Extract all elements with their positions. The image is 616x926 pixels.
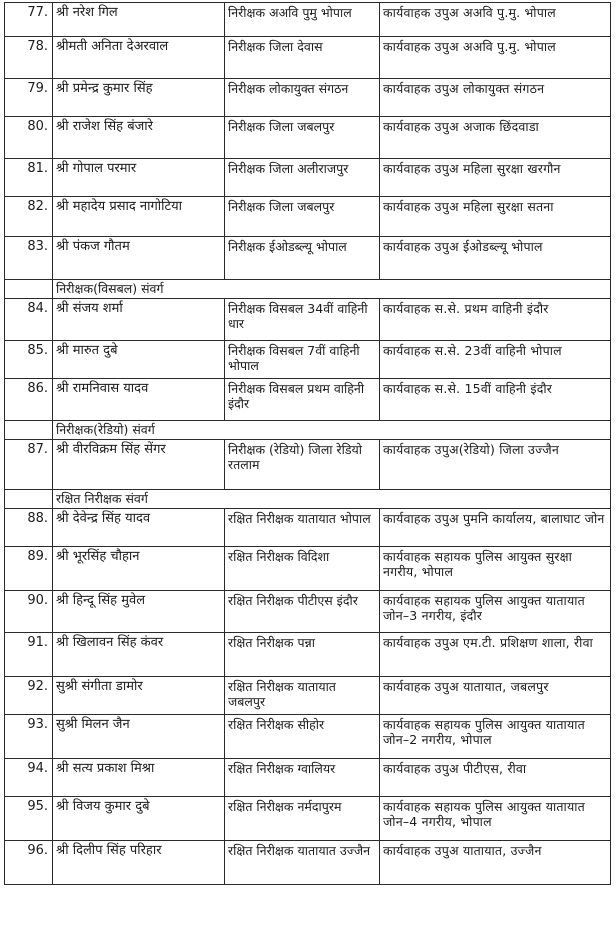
new-posting: कार्यवाहक उपुअ लोकायुक्त संगठन <box>380 79 611 117</box>
officer-name: श्री संजय शर्मा <box>53 299 225 341</box>
current-designation: रक्षित निरीक्षक सीहोर <box>225 715 380 759</box>
current-designation: निरीक्षक जिला जबलपुर <box>225 197 380 237</box>
new-posting: कार्यवाहक स.से. 15वीं वाहिनी इंदौर <box>380 379 611 421</box>
table-row <box>5 159 611 197</box>
officer-name: श्री मारुत दुबे <box>53 341 225 379</box>
new-posting: कार्यवाहक उपुअ अअवि पु.मु. भोपाल <box>380 37 611 79</box>
table-row <box>5 237 611 280</box>
table-row <box>5 841 611 885</box>
current-designation: निरीक्षक जिला देवास <box>225 37 380 79</box>
current-designation: निरीक्षक लोकायुक्त संगठन <box>225 79 380 117</box>
officer-name: श्री सत्य प्रकाश मिश्रा <box>53 759 225 797</box>
table-row <box>5 37 611 79</box>
serial-number: 91. <box>5 633 53 677</box>
officer-name: श्री रामनिवास यादव <box>53 379 225 421</box>
serial-number: 77. <box>5 3 53 37</box>
table-row <box>5 759 611 797</box>
table-row <box>5 299 611 341</box>
serial-number: 85. <box>5 341 53 379</box>
new-posting: कार्यवाहक उपुअ यातायात, जबलपुर <box>380 677 611 715</box>
new-posting: कार्यवाहक उपुअ अजाक छिंदवाडा <box>380 117 611 159</box>
serial-number: 86. <box>5 379 53 421</box>
cadre-section-row <box>5 490 611 509</box>
table-row <box>5 509 611 547</box>
cadre-section-title: रक्षित निरीक्षक संवर्ग <box>53 490 611 509</box>
new-posting: कार्यवाहक उपुअ अअवि पु.मु. भोपाल <box>380 3 611 37</box>
new-posting: कार्यवाहक उपुअ पुमनि कार्यालय, बालाघाट जोन <box>380 509 611 547</box>
current-designation: निरीक्षक ईओडब्ल्यू भोपाल <box>225 237 380 280</box>
officer-name: सुश्री मिलन जैन <box>53 715 225 759</box>
table-row <box>5 715 611 759</box>
table-row <box>5 633 611 677</box>
current-designation: निरीक्षक अअवि पुमु भोपाल <box>225 3 380 37</box>
officer-name: श्री पंकज गौतम <box>53 237 225 280</box>
current-designation: रक्षित निरीक्षक यातायात भोपाल <box>225 509 380 547</box>
posting-order-page <box>4 2 610 885</box>
current-designation: निरीक्षक जिला जबलपुर <box>225 117 380 159</box>
empty-cell <box>5 490 53 509</box>
serial-number: 79. <box>5 79 53 117</box>
new-posting: कार्यवाहक स.से. 23वीं वाहिनी भोपाल <box>380 341 611 379</box>
new-posting: कार्यवाहक उपुअ यातायात, उज्जैन <box>380 841 611 885</box>
current-designation: निरीक्षक जिला अलीराजपुर <box>225 159 380 197</box>
serial-number: 84. <box>5 299 53 341</box>
current-designation: निरीक्षक (रेडियो) जिला रेडियो रतलाम <box>225 440 380 490</box>
officer-name: श्री महादेय प्रसाद नागोटिया <box>53 197 225 237</box>
table-row <box>5 79 611 117</box>
officer-name: सुश्री संगीता डामोर <box>53 677 225 715</box>
current-designation: निरीक्षक विसबल 34वीं वाहिनी धार <box>225 299 380 341</box>
table-row <box>5 591 611 633</box>
new-posting: कार्यवाहक सहायक पुलिस आयुक्त सुरक्षा नगरीय, भोपाल <box>380 547 611 591</box>
table-row <box>5 547 611 591</box>
table-row <box>5 341 611 379</box>
officer-name: श्री दिलीप सिंह परिहार <box>53 841 225 885</box>
serial-number: 89. <box>5 547 53 591</box>
officer-name: श्री भूरसिंह चौहान <box>53 547 225 591</box>
officer-name: श्री प्रमेन्द्र कुमार सिंह <box>53 79 225 117</box>
officer-name: श्री गोपाल परमार <box>53 159 225 197</box>
table-row <box>5 677 611 715</box>
new-posting: कार्यवाहक सहायक पुलिस आयुक्त यातायात जोन–4 नगरीय, भोपाल <box>380 797 611 841</box>
officer-name: श्रीमती अनिता देअरवाल <box>53 37 225 79</box>
new-posting: कार्यवाहक सहायक पुलिस आयुक्त यातायात जोन–2 नगरीय, भोपाल <box>380 715 611 759</box>
table-row <box>5 3 611 37</box>
new-posting: कार्यवाहक उपुअ महिला सुरक्षा सतना <box>380 197 611 237</box>
serial-number: 96. <box>5 841 53 885</box>
transfer-table <box>4 2 611 885</box>
serial-number: 95. <box>5 797 53 841</box>
current-designation: निरीक्षक विसबल 7वीं वाहिनी भोपाल <box>225 341 380 379</box>
cadre-section-title: निरीक्षक(विसबल) संवर्ग <box>53 280 611 299</box>
officer-name: श्री देवेन्द्र सिंह यादव <box>53 509 225 547</box>
serial-number: 82. <box>5 197 53 237</box>
new-posting: कार्यवाहक उपुअ ईओडब्ल्यू भोपाल <box>380 237 611 280</box>
table-row <box>5 379 611 421</box>
serial-number: 93. <box>5 715 53 759</box>
empty-cell <box>5 280 53 299</box>
cadre-section-row <box>5 280 611 299</box>
officer-name: श्री वीरविक्रम सिंह सेंगर <box>53 440 225 490</box>
current-designation: निरीक्षक विसबल प्रथम वाहिनी इंदौर <box>225 379 380 421</box>
current-designation: रक्षित निरीक्षक पीटीएस इंदौर <box>225 591 380 633</box>
new-posting: कार्यवाहक स.से. प्रथम वाहिनी इंदौर <box>380 299 611 341</box>
current-designation: रक्षित निरीक्षक ग्वालियर <box>225 759 380 797</box>
serial-number: 88. <box>5 509 53 547</box>
current-designation: रक्षित निरीक्षक यातायात उज्जैन <box>225 841 380 885</box>
serial-number: 83. <box>5 237 53 280</box>
officer-name: श्री खिलावन सिंह कंवर <box>53 633 225 677</box>
table-row <box>5 440 611 490</box>
transfer-table-body <box>5 3 611 885</box>
new-posting: कार्यवाहक उपुअ महिला सुरक्षा खरगौन <box>380 159 611 197</box>
officer-name: श्री राजेश सिंह बंजारे <box>53 117 225 159</box>
serial-number: 94. <box>5 759 53 797</box>
table-row <box>5 797 611 841</box>
current-designation: रक्षित निरीक्षक विदिशा <box>225 547 380 591</box>
new-posting: कार्यवाहक सहायक पुलिस आयुक्त यातायात जोन–3 नगरीय, इंदौर <box>380 591 611 633</box>
current-designation: रक्षित निरीक्षक पन्ना <box>225 633 380 677</box>
officer-name: श्री हिन्दू सिंह मुवेल <box>53 591 225 633</box>
cadre-section-title: निरीक्षक(रेडियो) संवर्ग <box>53 421 611 440</box>
officer-name: श्री विजय कुमार दुबे <box>53 797 225 841</box>
new-posting: कार्यवाहक उपुअ(रेडियो) जिला उज्जैन <box>380 440 611 490</box>
serial-number: 90. <box>5 591 53 633</box>
table-row <box>5 197 611 237</box>
new-posting: कार्यवाहक उपुअ एम.टी. प्रशिक्षण शाला, रीवा <box>380 633 611 677</box>
officer-name: श्री नरेश गिल <box>53 3 225 37</box>
serial-number: 92. <box>5 677 53 715</box>
serial-number: 80. <box>5 117 53 159</box>
table-row <box>5 117 611 159</box>
current-designation: रक्षित निरीक्षक नर्मदापुरम <box>225 797 380 841</box>
empty-cell <box>5 421 53 440</box>
cadre-section-row <box>5 421 611 440</box>
serial-number: 81. <box>5 159 53 197</box>
serial-number: 78. <box>5 37 53 79</box>
serial-number: 87. <box>5 440 53 490</box>
new-posting: कार्यवाहक उपुअ पीटीएस, रीवा <box>380 759 611 797</box>
current-designation: रक्षित निरीक्षक यातायात जबलपुर <box>225 677 380 715</box>
